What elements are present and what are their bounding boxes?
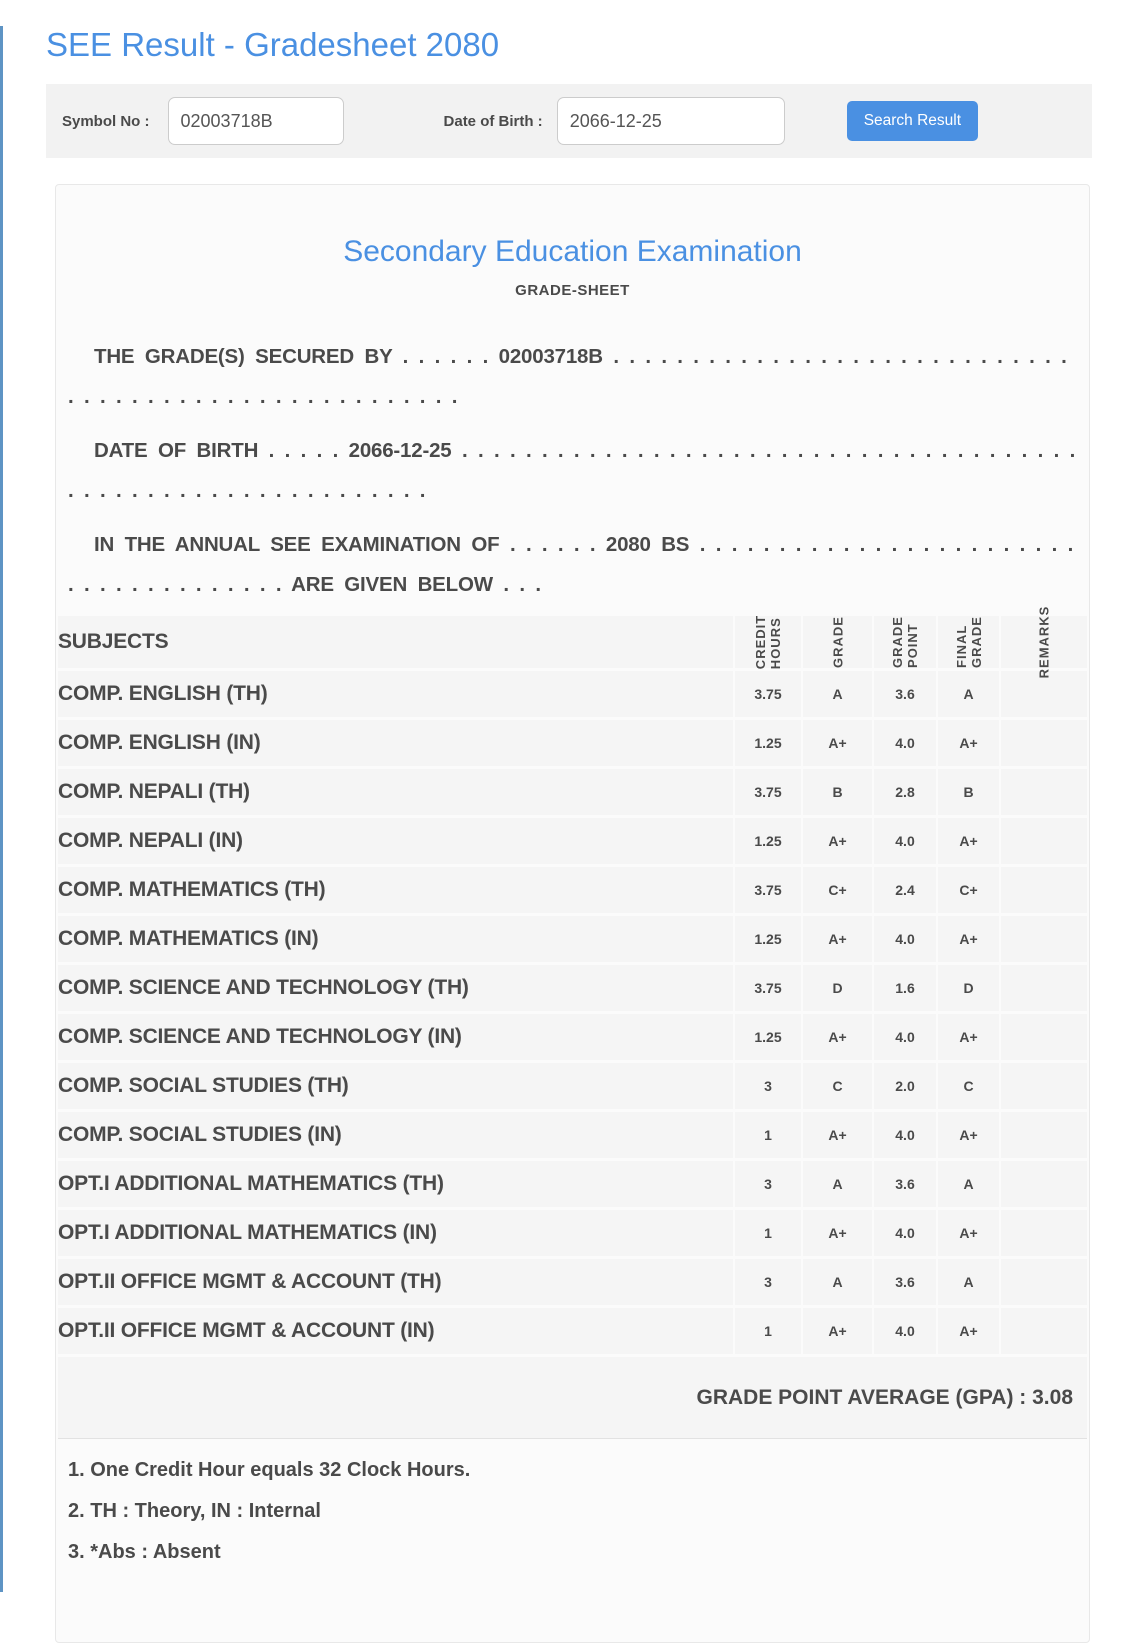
credit-hours-cell: 1.25 xyxy=(735,720,801,766)
final-grade-cell: A+ xyxy=(938,1308,999,1354)
remarks-cell xyxy=(1001,1112,1087,1158)
grade-point-cell: 3.6 xyxy=(874,1161,936,1207)
table-row xyxy=(58,1112,1087,1158)
final-grade-cell: A+ xyxy=(938,916,999,962)
gpa-row xyxy=(58,1357,1087,1439)
credit-hours-cell: 1 xyxy=(735,1210,801,1256)
final-grade-cell: C+ xyxy=(938,867,999,913)
table-row xyxy=(58,1161,1087,1207)
subject-cell: COMP. MATHEMATICS (IN) xyxy=(58,916,733,962)
grade-point-cell: 4.0 xyxy=(874,1308,936,1354)
subject-cell: COMP. ENGLISH (IN) xyxy=(58,720,733,766)
gpa-text: GRADE POINT AVERAGE (GPA) : 3.08 xyxy=(696,1385,1073,1409)
credit-hours-cell: 1.25 xyxy=(735,818,801,864)
table-row xyxy=(58,965,1087,1011)
subject-cell: COMP. ENGLISH (TH) xyxy=(58,671,733,717)
grade-point-cell: 2.0 xyxy=(874,1063,936,1109)
final-grade-cell: A+ xyxy=(938,1210,999,1256)
final-grade-cell: A xyxy=(938,1259,999,1305)
grade-cell: A+ xyxy=(803,1112,872,1158)
grade-point-cell: 4.0 xyxy=(874,818,936,864)
table-row xyxy=(58,1259,1087,1305)
table-row xyxy=(58,1308,1087,1354)
credit-hours-cell: 3 xyxy=(735,1259,801,1305)
remarks-cell xyxy=(1001,769,1087,815)
credit-hours-cell: 3 xyxy=(735,1063,801,1109)
remarks-cell xyxy=(1001,1161,1087,1207)
grade-cell: A xyxy=(803,1259,872,1305)
credit-hours-header: CREDIT HOURS xyxy=(735,616,801,668)
footnote-abs: 3. *Abs : Absent xyxy=(68,1541,221,1563)
table-row xyxy=(58,867,1087,913)
remarks-cell xyxy=(1001,1308,1087,1354)
subject-cell: COMP. SOCIAL STUDIES (TH) xyxy=(58,1063,733,1109)
subject-cell: OPT.II OFFICE MGMT & ACCOUNT (TH) xyxy=(58,1259,733,1305)
credit-hours-cell: 3.75 xyxy=(735,671,801,717)
grade-point-cell: 4.0 xyxy=(874,1014,936,1060)
sheet-heading: Secondary Education Examination xyxy=(343,235,802,268)
table-row xyxy=(58,916,1087,962)
grade-point-cell: 2.4 xyxy=(874,867,936,913)
symbol-no-input[interactable] xyxy=(168,97,344,145)
remarks-cell xyxy=(1001,965,1087,1011)
credit-hours-cell: 3.75 xyxy=(735,965,801,1011)
grade-cell: B xyxy=(803,769,872,815)
grade-cell: A xyxy=(803,1161,872,1207)
left-accent-stripe xyxy=(0,26,3,1592)
grade-point-cell: 2.8 xyxy=(874,769,936,815)
final-grade-cell: A+ xyxy=(938,720,999,766)
subject-cell: COMP. NEPALI (IN) xyxy=(58,818,733,864)
subject-cell: COMP. MATHEMATICS (TH) xyxy=(58,867,733,913)
grade-point-cell: 4.0 xyxy=(874,720,936,766)
credit-hours-cell: 1.25 xyxy=(735,1014,801,1060)
search-result-button[interactable]: Search Result xyxy=(847,101,978,141)
search-bar xyxy=(46,84,1092,158)
grade-point-cell: 3.6 xyxy=(874,671,936,717)
grade-cell: D xyxy=(803,965,872,1011)
remarks-cell xyxy=(1001,720,1087,766)
remarks-cell xyxy=(1001,916,1087,962)
grades-table xyxy=(56,605,1089,1357)
table-row xyxy=(58,720,1087,766)
subject-cell: OPT.I ADDITIONAL MATHEMATICS (TH) xyxy=(58,1161,733,1207)
final-grade-cell: D xyxy=(938,965,999,1011)
final-grade-cell: A xyxy=(938,1161,999,1207)
table-row xyxy=(58,1210,1087,1256)
remarks-cell xyxy=(1001,1063,1087,1109)
final-grade-cell: A xyxy=(938,671,999,717)
subject-cell: COMP. SCIENCE AND TECHNOLOGY (IN) xyxy=(58,1014,733,1060)
subject-cell: COMP. NEPALI (TH) xyxy=(58,769,733,815)
grade-cell: A+ xyxy=(803,1308,872,1354)
remarks-cell xyxy=(1001,1210,1087,1256)
table-row xyxy=(58,818,1087,864)
final-grade-cell: B xyxy=(938,769,999,815)
footnote-credit-hour: 1. One Credit Hour equals 32 Clock Hours. xyxy=(68,1459,471,1481)
footnotes xyxy=(56,1439,1089,1564)
grade-header: GRADE xyxy=(803,616,872,668)
remarks-cell xyxy=(1001,867,1087,913)
dob-input[interactable] xyxy=(557,97,785,145)
remarks-cell xyxy=(1001,1014,1087,1060)
grade-point-cell: 4.0 xyxy=(874,1210,936,1256)
grade-point-cell: 1.6 xyxy=(874,965,936,1011)
subject-cell: OPT.II OFFICE MGMT & ACCOUNT (IN) xyxy=(58,1308,733,1354)
subject-cell: COMP. SOCIAL STUDIES (IN) xyxy=(58,1112,733,1158)
examination-year-line: IN THE ANNUAL SEE EXAMINATION OF . . . . . . 2080 BS . . . . . . . . . . . . . . . . . . . . . . . . . . . . . . . . . . . . . . ARE GIVEN BELOW . . . xyxy=(68,533,1074,596)
final-grade-cell: A+ xyxy=(938,1014,999,1060)
credit-hours-cell: 1.25 xyxy=(735,916,801,962)
credit-hours-cell: 1 xyxy=(735,1112,801,1158)
subject-cell: OPT.I ADDITIONAL MATHEMATICS (IN) xyxy=(58,1210,733,1256)
credit-hours-cell: 3.75 xyxy=(735,769,801,815)
grade-cell: A+ xyxy=(803,720,872,766)
grade-cell: C+ xyxy=(803,867,872,913)
symbol-no-label: Symbol No : xyxy=(62,112,150,130)
gradesheet-panel xyxy=(55,184,1090,1643)
remarks-header: REMARKS xyxy=(1001,616,1087,668)
grade-point-cell: 4.0 xyxy=(874,1112,936,1158)
grade-cell: A+ xyxy=(803,1014,872,1060)
credit-hours-cell: 3 xyxy=(735,1161,801,1207)
page-title: SEE Result - Gradesheet 2080 xyxy=(46,26,500,63)
grade-point-cell: 3.6 xyxy=(874,1259,936,1305)
subject-cell: COMP. SCIENCE AND TECHNOLOGY (TH) xyxy=(58,965,733,1011)
grade-cell: A xyxy=(803,671,872,717)
remarks-cell xyxy=(1001,1259,1087,1305)
final-grade-cell: A+ xyxy=(938,1112,999,1158)
table-row xyxy=(58,769,1087,815)
final-grade-cell: C xyxy=(938,1063,999,1109)
grade-cell: A+ xyxy=(803,1210,872,1256)
grade-cell: A+ xyxy=(803,916,872,962)
grade-cell: A+ xyxy=(803,818,872,864)
grades-secured-line: THE GRADE(S) SECURED BY . . . . . . 02003718B . . . . . . . . . . . . . . . . . . . . . . . . . . . . . . . . . . . . . . . . . . . . . . . . . . . . . . xyxy=(68,345,1067,408)
final-grade-cell: A+ xyxy=(938,818,999,864)
grade-point-header: GRADE POINT xyxy=(874,616,936,668)
sheet-subheading: GRADE-SHEET xyxy=(515,282,630,299)
credit-hours-cell: 3.75 xyxy=(735,867,801,913)
dob-label: Date of Birth : xyxy=(443,112,543,130)
credit-hours-cell: 1 xyxy=(735,1308,801,1354)
footnote-th-in: 2. TH : Theory, IN : Internal xyxy=(68,1500,321,1522)
date-of-birth-line: DATE OF BIRTH . . . . . 2066-12-25 . . . . . . . . . . . . . . . . . . . . . . . . . . . . . . . . . . . . . . . . . . . . . . . . . . . . . . . . . . . . . . xyxy=(68,439,1076,502)
grade-cell: C xyxy=(803,1063,872,1109)
table-row xyxy=(58,1014,1087,1060)
table-header-row xyxy=(58,616,1087,668)
table-row xyxy=(58,1063,1087,1109)
grade-point-cell: 4.0 xyxy=(874,916,936,962)
remarks-cell xyxy=(1001,818,1087,864)
final-grade-header: FINAL GRADE xyxy=(938,616,999,668)
table-row xyxy=(58,671,1087,717)
subjects-header: SUBJECTS xyxy=(58,616,733,668)
